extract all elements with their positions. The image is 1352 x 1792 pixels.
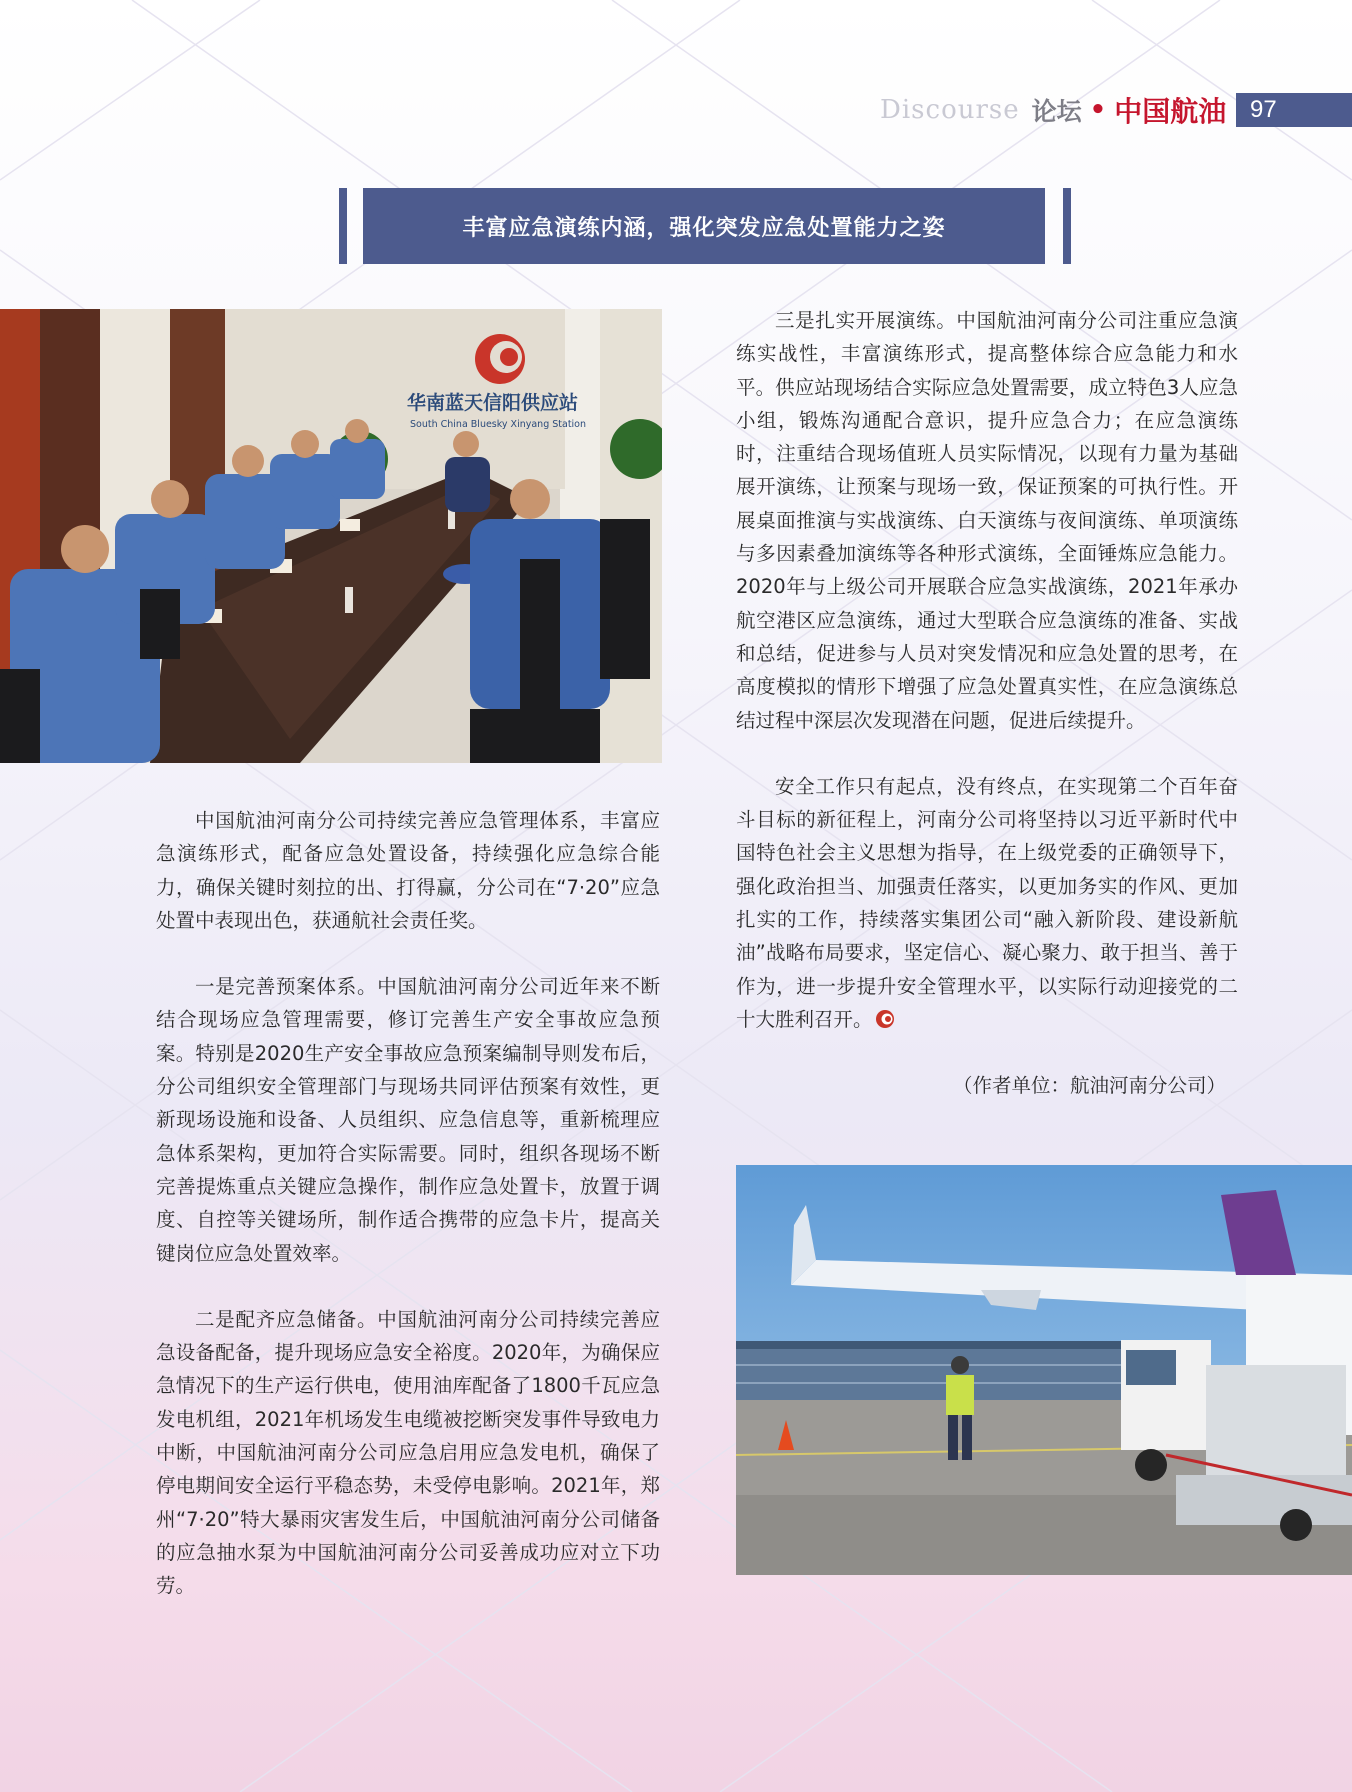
end-mark-icon bbox=[875, 1009, 895, 1029]
page-number-tab bbox=[1236, 93, 1352, 127]
paragraph-plan-system: 一是完善预案体系。中国航油河南分公司近年来不断结合现场应急管理需要，修订完善生产安全事故应急预案。特别是2020生产安全事故应急预案编制导则发布后，分公司组织安全管理部门与现场共同评估预案有效性，更新现场设施和设备、人员组织、应急信息等，重新梳理应急体系架构，更加符合实际需要。同时，组织各现场不断完善提炼重点关键应急操作，制作应急处置卡，放置于调度、自控等关键场所，制作适合携带的应急卡片，提高关键岗位应急处置效率。 bbox=[156, 975, 660, 1265]
paragraph-drills: 三是扎实开展演练。中国航油河南分公司注重应急演练实战性，丰富演练形式，提高整体综合应急能力和水平。供应站现场结合实际应急处置需要，成立特色3人应急小组，锻炼沟通配合意识，提升应急合力；在应急演练时，注重结合现场值班人员实际情况，以现有力量为基础展开演练，让预案与现场一致，保证预案的可执行性。开展桌面推演与实战演练、白天演练与夜间演练、单项演练与多因素叠加演练等各种形式演练，全面锤炼应急能力。2020年与上级公司开展联合应急实战演练，2021年承办航空港区应急演练，通过大型联合应急演练的准备、实战和总结，促进参与人员对突发情况和应急处置的思考，在高度模拟的情形下增强了应急处置真实性，在应急演练总结过程中深层次发现潜在问题，促进后续提升。 bbox=[736, 309, 1238, 732]
title-bar-right bbox=[1063, 188, 1071, 264]
page-number: 97 bbox=[1250, 96, 1277, 123]
airport-refueling-photo bbox=[736, 1165, 1352, 1575]
header-brand: 中国航油 bbox=[1114, 95, 1227, 128]
meeting-room-photo bbox=[0, 309, 662, 763]
author-affiliation: （作者单位：航油河南分公司） bbox=[952, 1074, 1226, 1098]
section-title-box bbox=[363, 188, 1045, 264]
sign-cn-text: 华南蓝天信阳供应站 bbox=[407, 392, 579, 414]
header-separator: • bbox=[1089, 95, 1107, 125]
title-bar-left bbox=[339, 188, 347, 264]
sign-en-text: South China Bluesky Xinyang Station bbox=[410, 419, 587, 430]
header-category: 论坛 bbox=[1031, 97, 1082, 126]
paragraph-emergency-reserve: 二是配齐应急储备。中国航油河南分公司持续完善应急设备配备，提升现场应急安全裕度。2020年，为确保应急情况下的生产运行供电，使用油库配备了1800千瓦应急发电机组，2021年机场发生电缆被挖断突发事件导致电力中断，中国航油河南分公司应急启用应急发电机，确保了停电期间安全运行平稳态势，未受停电影响。2021年，郑州“7·20”特大暴雨灾害发生后，中国航油河南分公司储备的应急抽水泵为中国航油河南分公司妥善成功应对立下功劳。 bbox=[156, 1307, 660, 1598]
left-column bbox=[156, 804, 660, 1603]
right-column bbox=[736, 304, 1238, 1103]
page-header bbox=[880, 92, 1226, 128]
paragraph-conclusion: 安全工作只有起点，没有终点，在实现第二个百年奋斗目标的新征程上，河南分公司将坚持以习近平新时代中国特色社会主义思想为指导，在上级党委的正确领导下，强化政治担当、加强责任落实，以更加务实的作风、更加扎实的工作，持续落实集团公司“融入新阶段、建设新航油”战略布局要求，坚定信心、凝心聚力、敢于担当、善于作为，进一步提升安全管理水平，以实际行动迎接党的二十大胜利召开。 bbox=[736, 774, 1238, 1031]
paragraph-intro: 中国航油河南分公司持续完善应急管理体系，丰富应急演练形式，配备应急处置设备，持续强化应急综合能力，确保关键时刻拉的出、打得赢，分公司在“7·20”应急处置中表现出色，获通航社会责任奖。 bbox=[156, 809, 660, 932]
paragraph-conclusion-wrap bbox=[736, 770, 1238, 1036]
section-title: 丰富应急演练内涵，强化突发应急处置能力之姿 bbox=[462, 215, 946, 241]
header-english: Discourse bbox=[880, 95, 1020, 125]
